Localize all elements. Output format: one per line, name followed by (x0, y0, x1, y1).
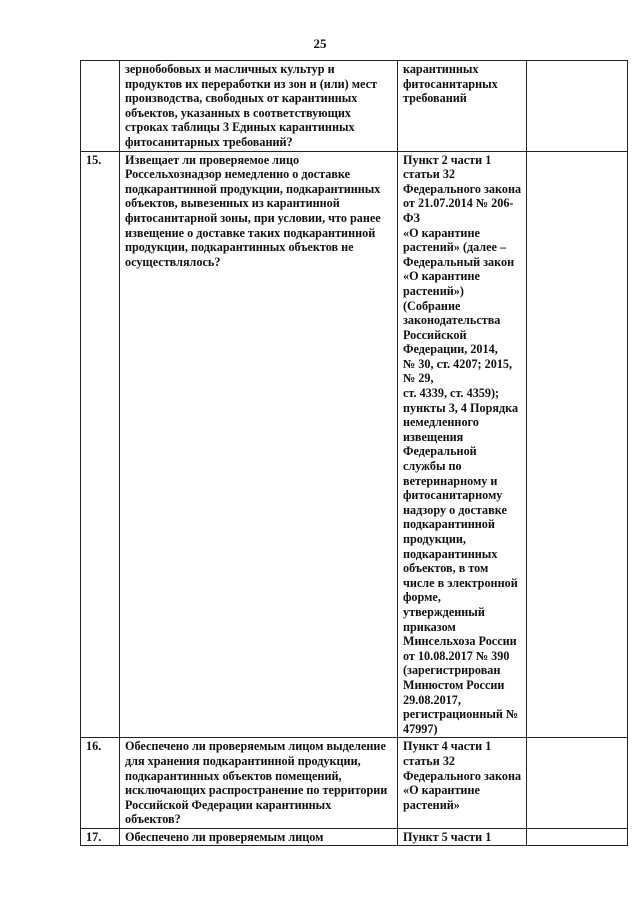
table-row (81, 738, 628, 829)
table-row (81, 61, 628, 152)
question-cell: Извещает ли проверяемое лицо Россельхознадзор немедленно о доставке подкарантинной продукции, подкарантинных объектов, вывезенных из карантинной фитосанитарной зоны, при условии, что ранее извещение о доставке таких подкарантинной продукции, подкарантинных объектов не осуществлялось? (120, 151, 398, 738)
question-cell: Обеспечено ли проверяемым лицом (120, 828, 398, 846)
answer-cell (527, 151, 628, 738)
answer-cell (527, 61, 628, 152)
legal-reference-cell: Пункт 2 части 1 статьи 32 Федерального закона от 21.07.2014 № 206- ФЗ «О карантине растений» (далее – Федеральный закон «О карантине растений») (Собрание законодательства Российской Федерации, 2014, № 30, ст. 4207; 2015, № 29, ст. 4339, ст. 4359); пункты 3, 4 Порядка немедленного извещения Федеральной службы по ветеринарному и фитосанитарному надзору о доставке подкарантинной продукции, подкарантинных объектов, в том числе в электронной форме, утвержденный приказом Минсельхоза России от 10.08.2017 № 390 (зарегистрирован Минюстом России 29.08.2017, регистрационный № 47997) (398, 151, 527, 738)
legal-reference-cell: Пункт 5 части 1 (398, 828, 527, 846)
legal-reference-cell: карантинных фитосанитарных требований (398, 61, 527, 152)
checklist-table (80, 60, 628, 846)
question-cell: зернобобовых и масличных культур и продуктов их переработки из зон и (или) мест производства, свободных от карантинных объектов, указанных в соответствующих строках таблицы 3 Единых карантинных фитосанитарных требований? (120, 61, 398, 152)
question-cell: Обеспечено ли проверяемым лицом выделение для хранения подкарантинной продукции, подкарантинных объектов помещений, исключающих распространение по территории Российской Федерации карантинных объектов? (120, 738, 398, 829)
table-row (81, 151, 628, 738)
row-number: 16. (81, 738, 120, 829)
answer-cell (527, 738, 628, 829)
answer-cell (527, 828, 628, 846)
legal-reference-cell: Пункт 4 части 1 статьи 32 Федерального закона «О карантине растений» (398, 738, 527, 829)
table-row (81, 828, 628, 846)
row-number (81, 61, 120, 152)
row-number: 17. (81, 828, 120, 846)
page-number: 25 (313, 36, 327, 51)
row-number: 15. (81, 151, 120, 738)
